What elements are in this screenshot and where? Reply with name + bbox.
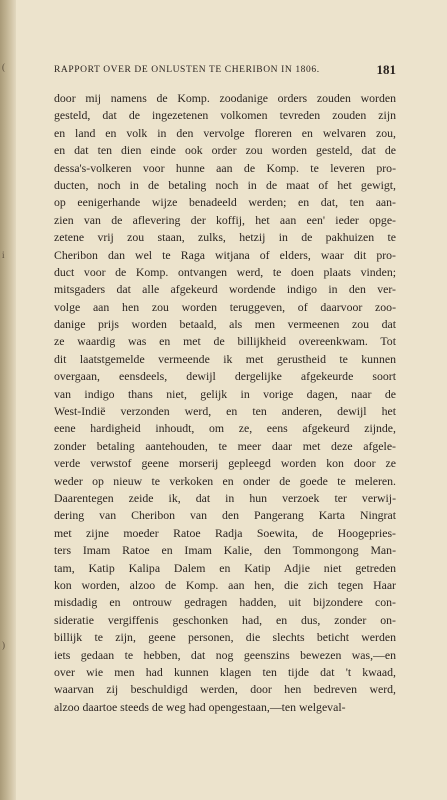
text-line: misdadig en ontrouw gedragen hadden, uit bijzondere con- — [54, 595, 396, 610]
left-page-edge-mark: ( — [2, 62, 5, 72]
text-line: zien van de aflevering der koffij, het aan een' ieder opge- — [54, 212, 396, 227]
text-line: met zijne moeder Ratoe Radja Soewita, de Hoogepries- — [54, 525, 396, 540]
text-line: kon worden, alzoo de Komp. aan hen, die zich tegen Haar — [54, 577, 396, 592]
text-line: weder op nieuw te verkoken en onder de goede te meleren. — [54, 473, 396, 488]
text-line: waarvan zij beschuldigd werden, door hen bedreven werd, — [54, 682, 396, 697]
text-line: ze waardig was en met de billijkheid overeenkwam. Tot — [54, 334, 396, 349]
book-gutter — [0, 0, 16, 800]
text-line: zonder betaling aantehouden, te meer daar met deze afgele- — [54, 438, 396, 453]
left-page-edge-mark: i — [2, 250, 5, 260]
text-line: verde verwstof geene morserij gepleegd worden kon door ze — [54, 456, 396, 471]
text-line: overgaan, eensdeels, dewijl dergelijke afgekeurde soort — [54, 369, 396, 384]
book-page — [16, 0, 447, 800]
text-line: iets gedaan te hebben, dat nog geenszins bewezen was,—en — [54, 647, 396, 662]
left-page-edge-mark: ) — [2, 640, 5, 650]
text-line: ducten, noch in de betaling noch in de maat of het gewigt, — [54, 177, 396, 192]
text-line: gesteld, dat de ingezetenen volkomen tevreden zouden zijn — [54, 108, 396, 123]
text-line: Daarentegen zeide ik, dat in hun verzoek ter verwij- — [54, 490, 396, 505]
running-header — [54, 62, 396, 78]
body-text — [54, 90, 396, 716]
text-line: zetene vrij zou staan, zulks, hetzij in de pakhuizen te — [54, 230, 396, 245]
text-line: billijk te zijn, geene personen, die slechts beticht werden — [54, 630, 396, 645]
text-line: mitsgaders dat alle afgekeurd wordende indigo in den ver- — [54, 282, 396, 297]
text-line: ters Imam Ratoe en Imam Kalie, den Tommongong Man- — [54, 543, 396, 558]
text-line: dessa's-volkeren voor hunne aan de Komp. te leveren pro- — [54, 160, 396, 175]
text-line: eene hardigheid inhoudt, om ze, eens afgekeurd zijnde, — [54, 421, 396, 436]
text-line: duct voor de Komp. ontvangen werd, te doen plaats vinden; — [54, 264, 396, 279]
text-line: en dat ten dien einde ook order zou worden gesteld, dat de — [54, 143, 396, 158]
text-line: op eenigerhande wijze benadeeld werden; en dat, ten aan- — [54, 195, 396, 210]
text-line: en land en volk in den vervolge floreren en welvaren zou, — [54, 125, 396, 140]
text-line: over wie men had kunnen klagen ten tijde dat 't kwaad, — [54, 664, 396, 679]
text-line: door mij namens de Komp. zoodanige orders zouden worden — [54, 91, 396, 105]
page-number: 181 — [376, 62, 396, 77]
text-line: Cheribon dan wel te Raga witjana of elders, waar dit pro- — [54, 247, 396, 262]
text-line: alzoo daartoe steeds de weg had opengestaan,—ten welgeval- — [54, 699, 346, 714]
running-title: RAPPORT OVER DE ONLUSTEN TE CHERIBON IN 1806. — [54, 65, 320, 75]
text-line: danige prijs worden betaald, als men vermeenen zou dat — [54, 317, 396, 332]
text-line: van indigo thans niet, gelijk in vorige dagen, naar de — [54, 386, 396, 401]
text-line: dering van Cheribon van den Pangerang Karta Ningrat — [54, 508, 396, 523]
text-line: sideratie vergiffenis geschonken had, en dus, zonder on- — [54, 612, 396, 627]
text-line: West-Indië verzonden werd, en ten anderen, dewijl het — [54, 404, 396, 419]
text-line: volge aan hen zou worden teruggeven, of daarvoor zoo- — [54, 299, 396, 314]
text-line: tam, Katip Kalipa Dalem en Katip Adjie niet getreden — [54, 560, 396, 575]
text-line: dit laatstgemelde vermeende ik met gerustheid te kunnen — [54, 351, 396, 366]
